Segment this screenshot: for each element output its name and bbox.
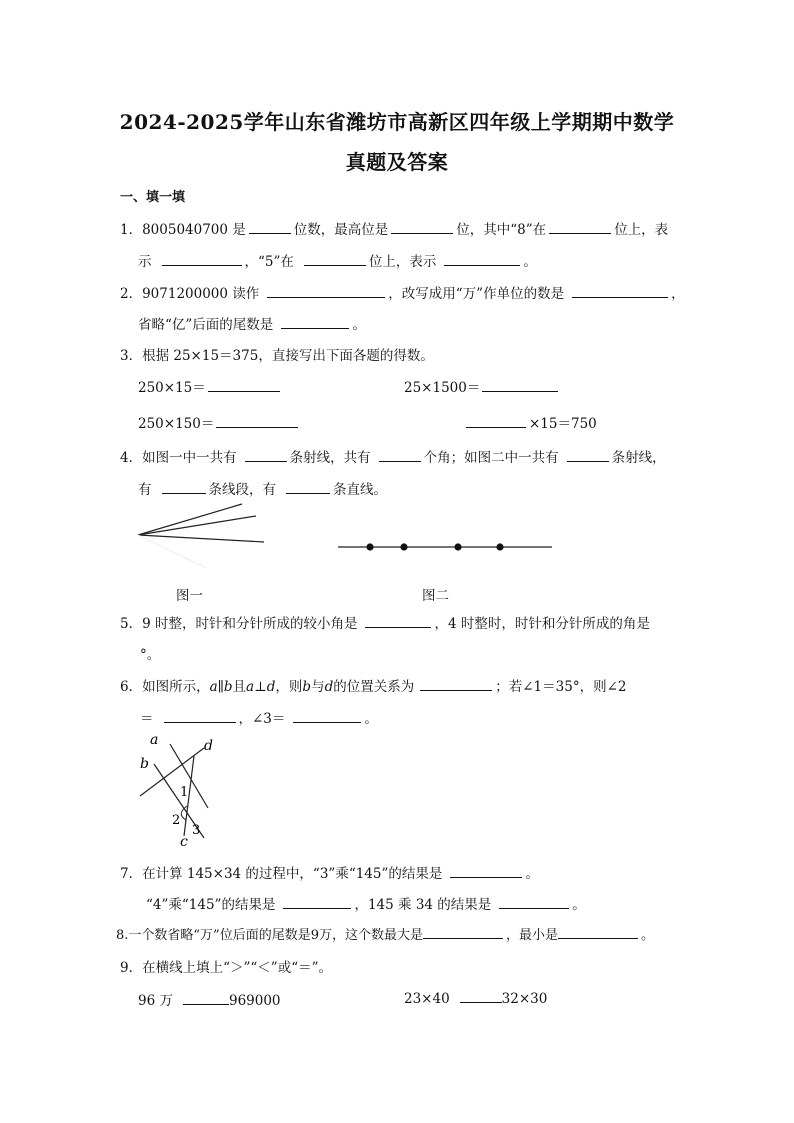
q3-item-d-text: ×15＝750 (529, 416, 597, 432)
q6-label-b: b (140, 756, 149, 772)
q6-text-c: 且 (232, 679, 247, 695)
q4-blank-4[interactable] (162, 480, 206, 494)
q9-blank-a[interactable] (183, 991, 229, 1005)
q7-text-a: 7．在计算 145×34 的过程中，“3”乘“145”的结果是 (120, 866, 443, 882)
q4-text-f: 条线段，有 (208, 482, 276, 498)
q6-text-a: 6．如图所示， (120, 679, 210, 695)
question-5-line-1 (120, 612, 650, 632)
q3-item-a (138, 376, 283, 396)
q1-text-f: ，“5”在 (244, 254, 294, 270)
q2-text-b: ，改写成用“万”作单位的数是 (388, 286, 565, 302)
q9-item-b-left: 23×40 (404, 991, 450, 1007)
q4-blank-5[interactable] (286, 480, 330, 494)
q7-text-b: 。 (525, 866, 539, 882)
q2-text-e: 。 (352, 317, 366, 333)
question-4-line-2 (138, 478, 387, 498)
q7-text-c: “4”乘“145”的结果是 (146, 897, 276, 913)
q8-text-b: ，最小是 (505, 928, 558, 943)
q7-blank-3[interactable] (499, 895, 569, 909)
q1-blank-6[interactable] (444, 252, 520, 266)
q3-blank-d[interactable] (466, 414, 526, 428)
q1-blank-1[interactable] (249, 220, 291, 234)
q9-blank-b[interactable] (460, 989, 502, 1003)
q6-text-i: 的位置关系为 (333, 679, 415, 695)
figure-1-rays (130, 498, 280, 578)
q8-blank-2[interactable] (558, 925, 638, 939)
section-heading: 一、填一填 (120, 190, 186, 205)
q6-label-a: a (150, 732, 159, 748)
q8-text-c: 。 (640, 928, 654, 943)
q9-item-b-right: 32×30 (501, 991, 548, 1007)
q5-text-a: 5．9 时整，时针和分针所成的较小角是 (120, 616, 358, 632)
q6-figure-lines (130, 728, 230, 850)
q7-text-d: ，145 乘 34 的结果是 (354, 897, 492, 913)
q2-text-c: ， (671, 286, 685, 302)
q2-blank-3[interactable] (281, 315, 349, 329)
q7-text-e: 。 (572, 897, 586, 913)
figure-2-point-4 (496, 543, 503, 550)
q1-blank-4[interactable] (162, 252, 242, 266)
q9-item-a-right: 969000 (228, 993, 281, 1009)
question-7-line-2 (146, 893, 586, 913)
figure-2-point-3 (454, 543, 461, 550)
q1-text-g: 位上，表示 (368, 254, 437, 270)
q5-text-b: ，4 时整时，时针和分针所成的角是 (434, 616, 650, 632)
q1-text-e: 示 (138, 254, 152, 270)
q9-item-a (138, 989, 281, 1009)
question-6-line-2 (140, 707, 378, 727)
question-4-line-1 (120, 446, 666, 466)
q6-text-l: ，∠3＝ (238, 711, 286, 727)
q3-blank-a[interactable] (208, 378, 280, 392)
q2-blank-2[interactable] (572, 284, 668, 298)
q9-item-a-left: 96 万 (138, 993, 173, 1009)
figure-2-caption: 图二 (422, 588, 449, 604)
q6-text-f: b (302, 679, 312, 695)
q6-label-d: d (204, 738, 213, 754)
q8-blank-1[interactable] (423, 925, 503, 939)
question-2-line-2 (138, 313, 366, 333)
q4-text-a: 4．如图一中一共有 (120, 450, 237, 466)
question-2-line-1 (120, 282, 685, 302)
document-title-line1: 2024-2025学年山东省潍坊市高新区四年级上学期期中数学 (119, 110, 675, 134)
question-7-line-1 (120, 862, 539, 882)
q3-item-a-text: 250×15＝ (138, 380, 206, 396)
q6-text-g: 与 (311, 679, 325, 695)
q3-blank-b[interactable] (482, 378, 558, 392)
q6-blank-3[interactable] (293, 709, 361, 723)
q9-item-b (404, 989, 547, 1007)
q6-text-k: ＝ (140, 711, 154, 727)
q1-blank-5[interactable] (304, 252, 366, 266)
question-6-line-1 (120, 675, 626, 695)
q6-blank-1[interactable] (420, 677, 492, 691)
q4-text-c: 个角；如图二中一共有 (423, 450, 559, 466)
q6-text-m: 。 (364, 711, 378, 727)
question-1-line-2 (138, 250, 537, 270)
q2-blank-1[interactable] (267, 284, 385, 298)
question-1-line-1 (120, 218, 668, 238)
q3-item-b-text: 25×1500＝ (404, 380, 481, 396)
q4-text-g: 条直线。 (333, 482, 387, 498)
question-5-line-2: °。 (140, 647, 161, 663)
q1-blank-2[interactable] (391, 220, 453, 234)
q3-item-c (138, 412, 301, 432)
q6-text-b: a∥b (209, 679, 233, 695)
q1-text-b: 位数，最高位是 (293, 222, 389, 238)
q6-blank-2[interactable] (164, 709, 236, 723)
q6-text-e: ，则 (275, 679, 303, 695)
q3-item-c-text: 250×150＝ (138, 416, 215, 432)
q8-text-a: 8.一个数省略“万”位后面的尾数是9万，这个数最大是 (116, 928, 423, 943)
q1-text-d: 位上，表 (614, 222, 669, 238)
q7-blank-2[interactable] (283, 895, 351, 909)
q2-text-d: 省略“亿”后面的尾数是 (138, 317, 274, 333)
figure-2-line (330, 536, 560, 558)
q1-text-h: 。 (523, 254, 537, 270)
figure-2-point-2 (400, 543, 407, 550)
q7-blank-1[interactable] (450, 864, 522, 878)
q2-text-a: 2．9071200000 读作 (120, 286, 260, 302)
q1-text-a: 1．8005040700 是 (120, 222, 246, 238)
q6-text-d: a⊥d (246, 679, 276, 695)
q3-blank-c[interactable] (216, 414, 298, 428)
q4-text-e: 有 (138, 482, 152, 498)
q4-blank-3[interactable] (567, 448, 609, 462)
q4-blank-2[interactable] (379, 448, 421, 462)
q6-text-h: d (324, 679, 334, 695)
q5-blank-1[interactable] (365, 614, 431, 628)
q1-blank-3[interactable] (549, 220, 611, 234)
figure-1-caption: 图一 (176, 588, 203, 604)
q4-text-d: 条射线， (611, 450, 666, 466)
q6-label-3: 3 (192, 823, 201, 838)
question-9-stem: 9．在横线上填上“＞”“＜”或“＝”。 (120, 960, 332, 976)
q4-text-b: 条射线，共有 (289, 450, 371, 466)
q6-label-c: c (180, 834, 188, 850)
q3-item-d (466, 412, 597, 432)
q1-text-c: 位，其中“8”在 (456, 222, 547, 238)
q6-text-j: ；若∠1＝35°，则∠2 (495, 679, 627, 695)
document-title-line2: 真题及答案 (345, 150, 449, 174)
q6-label-1: 1 (180, 785, 189, 800)
q3-item-b (404, 376, 561, 396)
question-3-stem: 3．根据 25×15＝375，直接写出下面各题的得数。 (120, 348, 434, 364)
figure-2-point-1 (366, 543, 373, 550)
question-8 (116, 924, 654, 943)
q4-blank-1[interactable] (245, 448, 287, 462)
q6-label-2: 2 (172, 813, 181, 828)
